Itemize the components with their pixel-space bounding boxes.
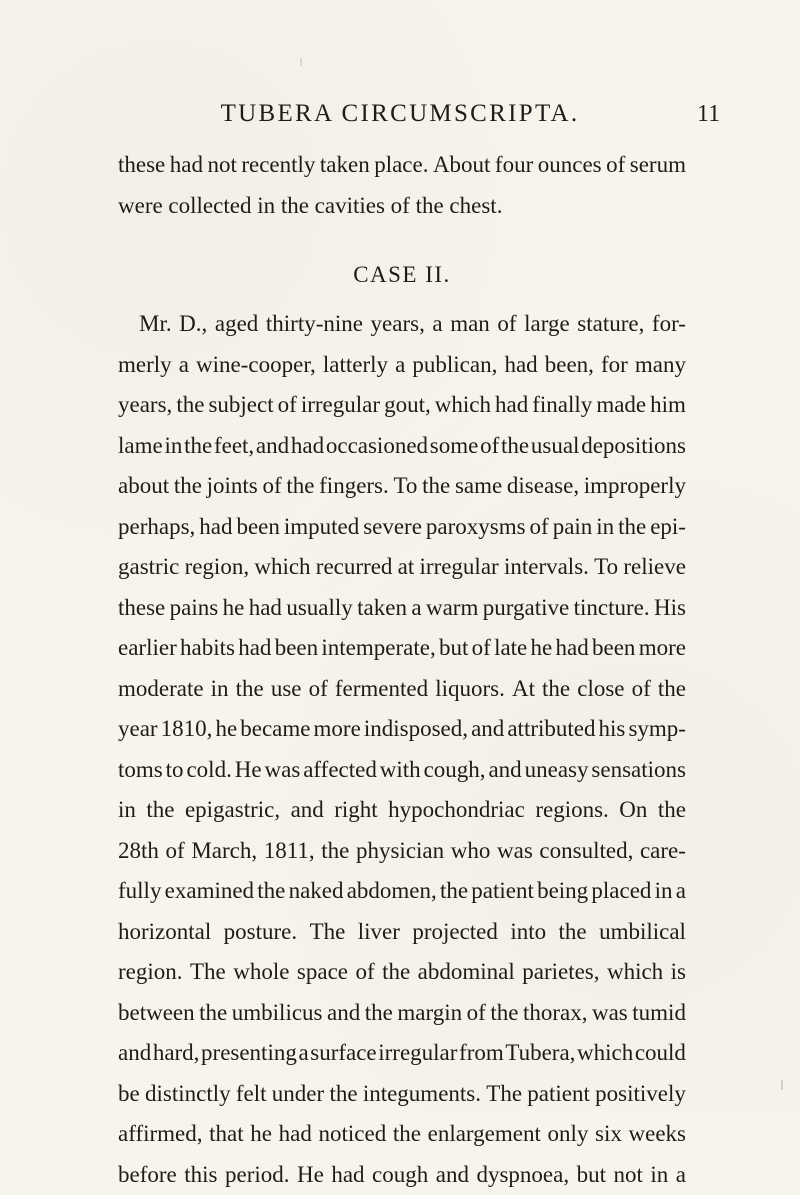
word: whole [233,952,289,993]
word: abdominal [418,952,515,993]
word: but [577,1155,606,1195]
word: the [618,507,646,548]
word: a [179,345,189,386]
word: he [531,628,553,669]
word: was [497,831,533,872]
word: usual [531,426,580,467]
text-line [118,588,686,629]
word: recently [241,145,315,186]
word: the [382,952,410,993]
word: some [430,426,479,467]
word: of [530,507,549,548]
word: uneasy [525,750,589,791]
word: irregular [420,547,499,588]
word: The [310,912,346,953]
word: which [254,547,310,588]
word: finally [532,385,592,426]
word: taken [357,588,407,629]
word: placed [591,871,651,912]
word: had [504,345,537,386]
word: On [619,790,647,831]
word: the [559,912,587,953]
word: more [639,628,686,669]
word: been [592,628,635,669]
word: a [676,1155,686,1195]
word: these [118,145,165,186]
word: horizontal [118,912,211,953]
word: about [118,466,169,507]
word: and [488,750,521,791]
word: six [595,1114,622,1155]
word: the [501,426,529,467]
word: liquors. [435,669,505,710]
body-text [118,145,686,1195]
word: use [271,669,302,710]
word: March, [191,831,257,872]
word: became [240,709,310,750]
word: region, [185,547,250,588]
word: in [596,507,614,548]
word: habits [180,628,235,669]
word: had [556,628,589,669]
word: in [118,790,136,831]
word: usually [286,588,352,629]
word: of [262,466,281,507]
word: many [635,345,686,386]
word: naked [289,871,344,912]
word: under [272,1074,324,1115]
word: moderate [118,669,204,710]
word: imputed [284,507,359,548]
word: margin [397,993,462,1034]
paper-mark [300,58,302,66]
word: in [164,426,182,467]
word: man [450,304,490,345]
running-head [0,94,800,134]
text-line [118,1074,686,1115]
word: consulted, [539,831,633,872]
word: which [435,385,491,426]
word: wine-cooper, [196,345,316,386]
word: perhaps, [118,507,195,548]
text-line [118,790,686,831]
word: improperly [584,466,686,507]
word: fingers. [319,466,389,507]
word: 1811, [264,831,315,872]
word: but [439,628,468,669]
word: thorax, [523,993,588,1034]
word: pains [170,588,219,629]
word: intemperate, [321,628,435,669]
word: years, [371,304,425,345]
word: and [327,993,360,1034]
word: noticed [319,1114,387,1155]
text-line [118,993,686,1034]
word: ounces [538,145,602,186]
word: from [459,1033,504,1074]
text-line [118,912,686,953]
word: abdomen, [347,871,437,912]
word: in [655,871,673,912]
word: be [118,1074,140,1115]
word: a [411,588,421,629]
word: gastric [118,547,179,588]
word: the [658,669,686,710]
word: a [298,1033,308,1074]
word: not [614,1155,643,1195]
word: felt [236,1074,267,1115]
word: subject [208,385,273,426]
word: had [249,588,282,629]
word: to [166,750,184,791]
word: the [440,871,468,912]
word: purgative [483,588,569,629]
word: this [184,1155,217,1195]
word: and [256,426,289,467]
word: paroxysms [426,507,526,548]
word: and [291,790,324,831]
text-line [118,145,686,186]
word: more [314,709,361,750]
word: region. [118,952,183,993]
text-line [118,547,686,588]
word: The [190,952,226,993]
word: of [480,426,499,467]
word: made [596,385,646,426]
word: depositions [581,426,686,467]
word: that [209,1114,244,1155]
word: the [236,669,264,710]
word: feet, [214,426,254,467]
word: years, [118,385,172,426]
word: surface [310,1033,376,1074]
word: the [321,831,349,872]
word: of [355,952,374,993]
word: integuments. [363,1074,481,1115]
word: who [451,831,491,872]
word: late [494,628,527,669]
word: he [223,588,245,629]
section-spacer [118,226,686,242]
word: irregular [301,385,380,426]
text-line [118,952,686,993]
word: a [676,871,686,912]
word: merly [118,345,172,386]
word: of [278,385,297,426]
text-line [118,871,686,912]
word: disease, [507,466,579,507]
word: intervals. [504,547,589,588]
word: epigastric, [185,790,280,831]
text-line [118,385,686,426]
word: occasioned [326,426,428,467]
word: stature, [577,304,644,345]
word: at [398,547,415,588]
text-line [118,709,686,750]
word: To [594,547,618,588]
word: epi- [650,507,686,548]
word: taken [320,145,370,186]
word: place. [374,145,428,186]
word: was [592,993,628,1034]
text-line [118,750,686,791]
word: had [291,426,324,467]
word: weeks [629,1114,686,1155]
case-heading: CASE II. [118,242,686,304]
word: joints [207,466,258,507]
word: period. [225,1155,290,1195]
word: Tubera, [505,1033,575,1074]
word: the [393,1114,421,1155]
word: tincture. [574,588,650,629]
word: close [577,669,624,710]
word: the [176,385,204,426]
word: posture. [224,912,297,953]
word: he [215,709,237,750]
word: fermented [335,669,428,710]
word: indisposed, [364,709,468,750]
word: of [497,304,516,345]
word: projected [412,912,498,953]
text-line [118,1155,686,1195]
word: regions. [535,790,608,831]
word: affirmed, [118,1114,203,1155]
word: of [166,831,185,872]
word: the [184,426,212,467]
word: in [650,1155,668,1195]
word: publican, [412,345,497,386]
word: only [548,1114,589,1155]
word: examined [165,871,254,912]
word: had [238,628,271,669]
word: the [490,993,518,1034]
word: for [601,345,628,386]
word: of [467,993,486,1034]
word: presenting [201,1033,297,1074]
word: umbilicus [232,993,323,1034]
word: relieve [623,547,686,588]
word: large [524,304,570,345]
word: hypochondriac [388,790,525,831]
word: year [118,709,158,750]
word: distinctly [145,1074,231,1115]
word: toms [118,750,163,791]
word: hard, [153,1033,200,1074]
word: and [118,1033,151,1074]
text-line [118,628,686,669]
word: care- [640,831,686,872]
word: latterly [323,345,388,386]
running-title: TUBERA CIRCUMSCRIPTA. [0,94,800,134]
word: liver [358,912,400,953]
word: a [395,345,405,386]
word: these [118,588,165,629]
word: sensations [591,750,686,791]
word: irregular [378,1033,457,1074]
word: tumid [632,993,686,1034]
word: was [265,750,301,791]
word: been [236,507,279,548]
word: pain [553,507,593,548]
word: had [495,385,528,426]
word: cough, [424,750,486,791]
word: cold. [186,750,231,791]
word: About [433,145,491,186]
word: dyspnoea, [476,1155,569,1195]
text-line [118,669,686,710]
word: earlier [118,628,177,669]
word: he [250,1114,272,1155]
word: To [393,466,417,507]
word: 28th [118,831,159,872]
word: been [275,628,318,669]
word: the [199,993,227,1034]
word: with [380,750,421,791]
word: attributed [507,709,595,750]
word: and [436,1155,469,1195]
word: patient [471,871,534,912]
word: The [486,1074,522,1115]
word: had [199,507,232,548]
word: the [422,466,450,507]
word: cough [372,1155,428,1195]
word: and [471,709,504,750]
word: which [607,952,663,993]
paper-mark [781,1080,783,1090]
word: positively [595,1074,686,1115]
word: of [632,669,651,710]
word: 1810, [161,709,213,750]
text-line [118,831,686,872]
word: been, [545,345,594,386]
word: Mr. [139,304,172,345]
word: severe [363,507,422,548]
word: had [331,1155,364,1195]
word: the [286,466,314,507]
text-line [118,426,686,467]
word: D., [179,304,207,345]
word: parietes, [522,952,599,993]
text-line [118,345,686,386]
word: fully [118,871,161,912]
text-line: were collected in the cavities of the chest. [118,186,686,227]
word: the [542,669,570,710]
word: could [635,1033,686,1074]
word: into [510,912,546,953]
word: for- [652,304,686,345]
word: physician [356,831,444,872]
word: of [309,669,328,710]
word: before [118,1155,177,1195]
word: He [297,1155,324,1195]
text-line [118,1033,686,1074]
word: had [170,145,203,186]
word: not [207,145,236,186]
word: He [235,750,262,791]
word: gout, [384,385,431,426]
word: serum [630,145,686,186]
word: lame [118,426,163,467]
word: the [146,790,174,831]
word: aged [215,304,258,345]
word: the [365,993,393,1034]
text-line [118,1114,686,1155]
word: between [118,993,195,1034]
word: umbilical [599,912,686,953]
word: same [455,466,502,507]
word: the [174,466,202,507]
text-line [118,466,686,507]
word: warm [426,588,478,629]
word: thirty-nine [266,304,363,345]
word: His [654,588,686,629]
word: the [257,871,285,912]
word: enlargement [428,1114,541,1155]
word: four [495,145,533,186]
word: recurred [316,547,393,588]
word: him [650,385,686,426]
word: At [512,669,535,710]
word: is [671,952,686,993]
word: right [334,790,377,831]
word: symp- [628,709,686,750]
word: his [599,709,626,750]
word: of [606,145,625,186]
word: space [297,952,348,993]
page-number: 11 [697,94,720,134]
text-line [118,507,686,548]
word: the [329,1074,357,1115]
word: had [279,1114,312,1155]
text-line [118,304,686,345]
word: patient [527,1074,590,1115]
word: of [472,628,491,669]
word: affected [303,750,377,791]
word: the [658,790,686,831]
word: in [211,669,229,710]
word: a [432,304,442,345]
word: being [537,871,588,912]
word: which [577,1033,633,1074]
